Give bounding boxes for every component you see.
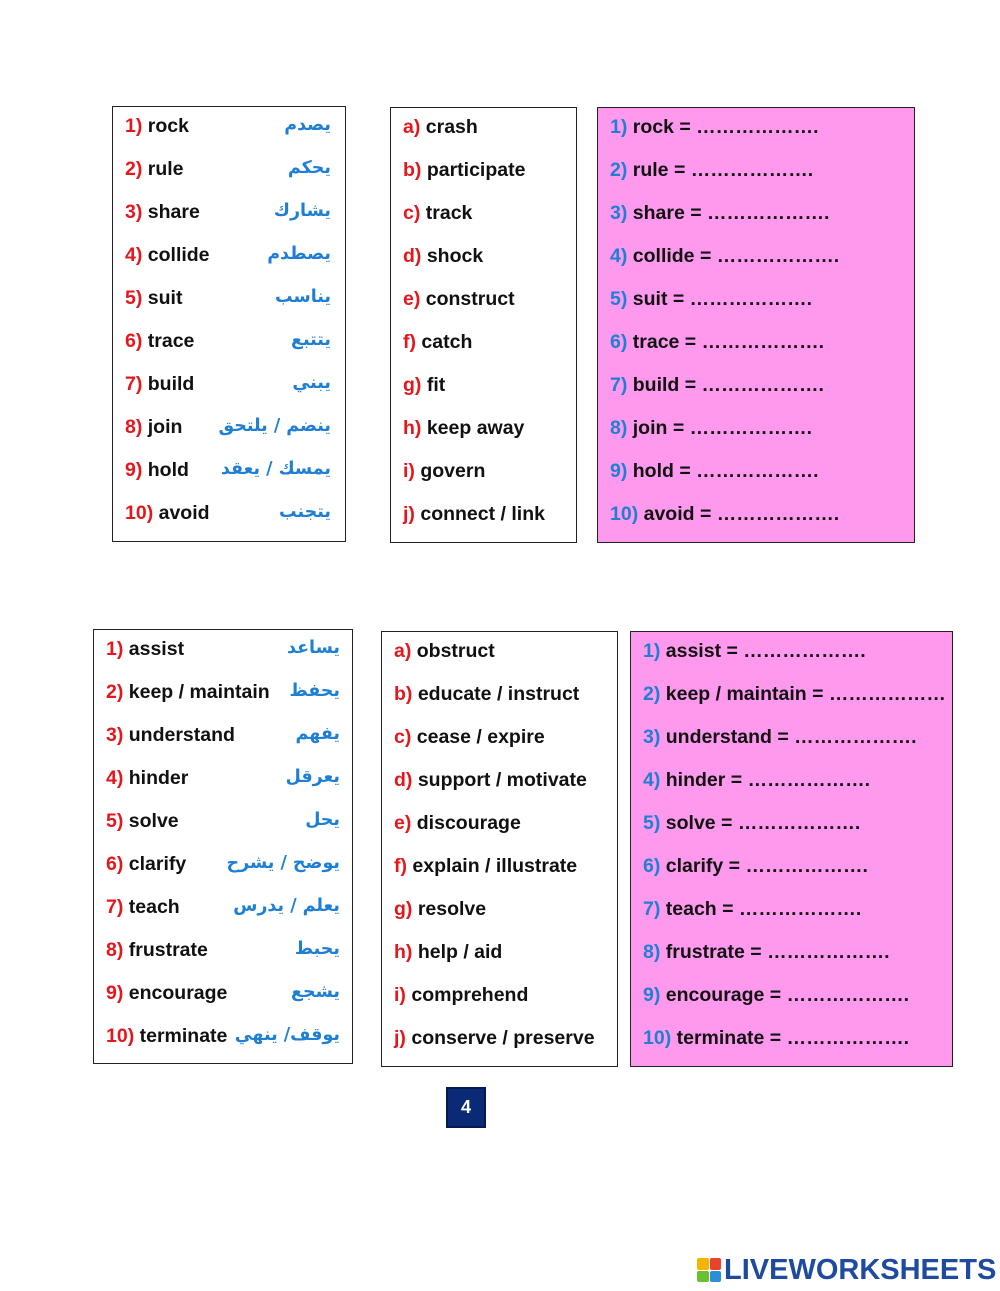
option-text: obstruct (416, 640, 495, 662)
arabic-meaning: يمسك / يعقد (220, 459, 331, 479)
vocab-row (125, 330, 345, 360)
item-number: 9) (106, 982, 124, 1004)
option-row (394, 726, 617, 756)
option-row (403, 159, 576, 189)
option-letter: j) (394, 1027, 406, 1049)
option-letter: f) (403, 331, 416, 353)
english-word: assist (128, 638, 185, 660)
option-row (403, 116, 576, 146)
option-letter: c) (394, 726, 412, 748)
vocab-row (125, 459, 345, 489)
vocab-row (106, 681, 352, 711)
answer-row[interactable] (643, 941, 952, 971)
arabic-meaning: يشارك (273, 201, 331, 221)
option-letter: e) (394, 812, 412, 834)
logo-grid-icon (697, 1258, 721, 1282)
answer-number: 3) (643, 726, 661, 748)
english-word: frustrate (128, 939, 208, 961)
item-number: 10) (125, 502, 154, 524)
answer-number: 6) (643, 855, 661, 877)
answer-blank[interactable]: rule = ………………. (632, 159, 814, 181)
arabic-meaning: يتجنب (279, 502, 331, 522)
english-word: rock (147, 115, 189, 137)
vocab-row (106, 896, 352, 926)
option-letter: d) (403, 245, 422, 267)
item-number: 3) (106, 724, 124, 746)
arabic-meaning: يناسب (274, 287, 331, 307)
answer-row[interactable] (643, 812, 952, 842)
options-box-2 (381, 631, 618, 1067)
answer-row[interactable] (643, 1027, 952, 1057)
vocab-row (106, 853, 352, 883)
answer-blank[interactable]: frustrate = ………………. (665, 941, 890, 963)
item-number: 7) (106, 896, 124, 918)
answer-blank[interactable]: keep / maintain = ……………… (665, 683, 946, 705)
english-word: teach (128, 896, 180, 918)
option-row (403, 417, 576, 447)
option-letter: g) (394, 898, 413, 920)
arabic-meaning: يتتبع (291, 330, 331, 350)
answer-blank[interactable]: terminate = ………………. (676, 1027, 910, 1049)
option-row (394, 898, 617, 928)
english-word: hinder (128, 767, 189, 789)
option-text: track (425, 202, 473, 224)
answer-row[interactable] (610, 116, 914, 146)
arabic-meaning: يحفظ (289, 681, 340, 701)
answer-blank[interactable]: solve = ………………. (665, 812, 861, 834)
arabic-meaning: ينضم / يلتحق (218, 416, 331, 436)
option-letter: j) (403, 503, 415, 525)
answer-blank[interactable]: hinder = ………………. (665, 769, 870, 791)
answer-blank[interactable]: clarify = ………………. (665, 855, 868, 877)
answer-number: 10) (643, 1027, 672, 1049)
english-word: suit (147, 287, 183, 309)
answer-number: 8) (610, 417, 628, 439)
option-letter: b) (394, 683, 413, 705)
answer-row[interactable] (610, 159, 914, 189)
option-letter: g) (403, 374, 422, 396)
answer-row[interactable] (643, 984, 952, 1014)
answer-blank[interactable]: suit = ………………. (632, 288, 813, 310)
answer-row[interactable] (643, 683, 952, 713)
answer-blank[interactable]: rock = ………………. (632, 116, 819, 138)
answer-blank[interactable]: build = ………………. (632, 374, 824, 396)
vocab-box-1 (112, 106, 346, 542)
option-row (394, 941, 617, 971)
arabic-meaning: يبني (292, 373, 331, 393)
option-text: construct (425, 288, 515, 310)
answer-number: 6) (610, 331, 628, 353)
option-letter: i) (394, 984, 406, 1006)
item-number: 7) (125, 373, 143, 395)
vocab-row (106, 1025, 352, 1055)
item-number: 3) (125, 201, 143, 223)
option-text: help / aid (417, 941, 503, 963)
arabic-meaning: يعرقل (285, 767, 340, 787)
option-row (394, 812, 617, 842)
answer-number: 5) (643, 812, 661, 834)
answer-number: 9) (643, 984, 661, 1006)
english-word: clarify (128, 853, 187, 875)
answer-blank[interactable]: hold = ………………. (632, 460, 819, 482)
answer-blank[interactable]: understand = ………………. (665, 726, 917, 748)
answer-blank[interactable]: avoid = ………………. (643, 503, 840, 525)
answers-box-2 (630, 631, 953, 1067)
option-text: discourage (416, 812, 521, 834)
vocab-box-2 (93, 629, 353, 1064)
item-number: 1) (125, 115, 143, 137)
option-letter: c) (403, 202, 421, 224)
liveworksheets-logo (697, 1253, 996, 1287)
arabic-meaning: يوقف/ ينهي (234, 1025, 340, 1045)
arabic-meaning: يفهم (295, 724, 340, 744)
answer-number: 4) (610, 245, 628, 267)
answer-number: 3) (610, 202, 628, 224)
answer-number: 1) (643, 640, 661, 662)
answer-number: 5) (610, 288, 628, 310)
option-row (403, 331, 576, 361)
option-row (403, 374, 576, 404)
option-text: connect / link (420, 503, 545, 525)
arabic-meaning: يحل (305, 810, 340, 830)
option-row (394, 640, 617, 670)
option-text: fit (426, 374, 446, 396)
english-word: build (147, 373, 195, 395)
english-word: share (147, 201, 200, 223)
option-text: support / motivate (417, 769, 587, 791)
option-letter: b) (403, 159, 422, 181)
item-number: 8) (106, 939, 124, 961)
answer-row[interactable] (643, 726, 952, 756)
item-number: 6) (125, 330, 143, 352)
vocab-row (106, 724, 352, 754)
option-letter: a) (403, 116, 421, 138)
answer-row[interactable] (610, 288, 914, 318)
option-row (394, 1027, 617, 1057)
option-letter: h) (394, 941, 413, 963)
item-number: 9) (125, 459, 143, 481)
item-number: 4) (106, 767, 124, 789)
option-letter: a) (394, 640, 412, 662)
english-word: collide (147, 244, 210, 266)
answer-blank[interactable]: collide = ………………. (632, 245, 840, 267)
answer-blank[interactable]: encourage = ………………. (665, 984, 910, 1006)
english-word: understand (128, 724, 235, 746)
answer-number: 2) (643, 683, 661, 705)
english-word: rule (147, 158, 184, 180)
option-text: comprehend (411, 984, 529, 1006)
item-number: 2) (125, 158, 143, 180)
vocab-row (125, 244, 345, 274)
item-number: 1) (106, 638, 124, 660)
option-text: conserve / preserve (411, 1027, 595, 1049)
answer-number: 4) (643, 769, 661, 791)
option-text: educate / instruct (417, 683, 580, 705)
option-letter: e) (403, 288, 421, 310)
page-number: 4 (446, 1087, 486, 1128)
answer-blank[interactable]: teach = ………………. (665, 898, 862, 920)
answer-row[interactable] (610, 503, 914, 533)
answer-row[interactable] (610, 460, 914, 490)
option-row (394, 984, 617, 1014)
item-number: 4) (125, 244, 143, 266)
arabic-meaning: يساعد (286, 638, 340, 658)
vocab-row (106, 767, 352, 797)
option-row (394, 683, 617, 713)
vocab-row (125, 201, 345, 231)
option-text: resolve (417, 898, 487, 920)
answer-row[interactable] (643, 769, 952, 799)
option-row (403, 460, 576, 490)
english-word: trace (147, 330, 195, 352)
item-number: 10) (106, 1025, 135, 1047)
option-text: crash (425, 116, 478, 138)
answer-row[interactable] (610, 417, 914, 447)
item-number: 5) (125, 287, 143, 309)
answer-row[interactable] (610, 331, 914, 361)
options-box-1 (390, 107, 577, 543)
option-text: catch (421, 331, 473, 353)
option-letter: d) (394, 769, 413, 791)
option-letter: i) (403, 460, 415, 482)
item-number: 8) (125, 416, 143, 438)
option-text: govern (420, 460, 486, 482)
answer-row[interactable] (610, 374, 914, 404)
vocab-row (125, 416, 345, 446)
arabic-meaning: يحكم (287, 158, 331, 178)
answer-number: 8) (643, 941, 661, 963)
vocab-row (125, 373, 345, 403)
vocab-row (125, 115, 345, 145)
answer-row[interactable] (643, 855, 952, 885)
arabic-meaning: يحبط (294, 939, 340, 959)
answer-number: 10) (610, 503, 639, 525)
arabic-meaning: يصطدم (267, 244, 331, 264)
item-number: 2) (106, 681, 124, 703)
vocab-row (106, 810, 352, 840)
vocab-row (125, 158, 345, 188)
english-word: solve (128, 810, 179, 832)
option-row (403, 245, 576, 275)
vocab-row (125, 287, 345, 317)
option-row (394, 769, 617, 799)
vocab-row (125, 502, 345, 532)
answer-row[interactable] (610, 202, 914, 232)
english-word: keep / maintain (128, 681, 270, 703)
option-row (403, 202, 576, 232)
english-word: encourage (128, 982, 228, 1004)
option-row (394, 855, 617, 885)
arabic-meaning: يشجع (291, 982, 340, 1002)
answer-number: 9) (610, 460, 628, 482)
item-number: 6) (106, 853, 124, 875)
option-text: cease / expire (416, 726, 545, 748)
option-text: shock (426, 245, 484, 267)
arabic-meaning: يوضح / يشرح (226, 853, 340, 873)
answer-blank[interactable]: share = ………………. (632, 202, 830, 224)
option-letter: h) (403, 417, 422, 439)
item-number: 5) (106, 810, 124, 832)
option-text: participate (426, 159, 526, 181)
answer-row[interactable] (643, 640, 952, 670)
answer-blank[interactable]: assist = ………………. (665, 640, 866, 662)
english-word: avoid (158, 502, 210, 524)
answer-number: 7) (643, 898, 661, 920)
answer-number: 7) (610, 374, 628, 396)
arabic-meaning: يصدم (284, 115, 331, 135)
option-letter: f) (394, 855, 407, 877)
option-row (403, 503, 576, 533)
vocab-row (106, 982, 352, 1012)
answer-number: 2) (610, 159, 628, 181)
option-text: keep away (426, 417, 525, 439)
english-word: terminate (139, 1025, 228, 1047)
option-row (403, 288, 576, 318)
english-word: join (147, 416, 183, 438)
answer-blank[interactable]: trace = ………………. (632, 331, 825, 353)
vocab-row (106, 638, 352, 668)
option-text: explain / illustrate (412, 855, 578, 877)
answer-row[interactable] (610, 245, 914, 275)
english-word: hold (147, 459, 189, 481)
arabic-meaning: يعلم / يدرس (233, 896, 340, 916)
vocab-row (106, 939, 352, 969)
answer-number: 1) (610, 116, 628, 138)
answer-row[interactable] (643, 898, 952, 928)
answers-box-1 (597, 107, 915, 543)
logo-text: LIVEWORKSHEETS (724, 1253, 997, 1286)
answer-blank[interactable]: join = ………………. (632, 417, 813, 439)
